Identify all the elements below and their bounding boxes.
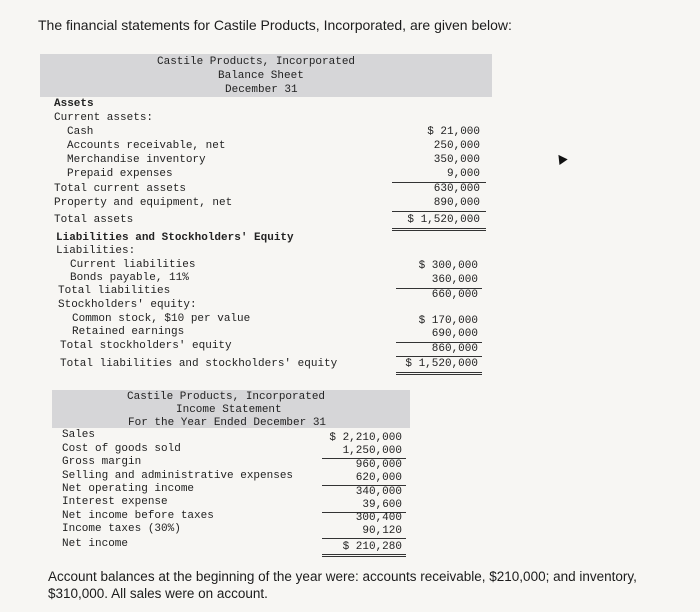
is-value-cogs: 1,250,000: [342, 445, 402, 457]
is-label-nibt: Net income before taxes: [62, 510, 214, 522]
bs-label-bonds: Bonds payable, 11%: [70, 272, 189, 284]
is-label-sga: Selling and administrative expenses: [62, 470, 294, 482]
bs-label-total-current: Total current assets: [54, 183, 187, 195]
is-title-period: For the Year Ended December 31: [128, 417, 327, 429]
is-label-cogs: Cost of goods sold: [62, 443, 181, 455]
is-value-noi: 340,000: [355, 486, 402, 498]
is-label-taxes: Income taxes (30%): [62, 523, 181, 535]
bs-value-ar: 250,000: [433, 140, 480, 152]
is-label-net-income: Net income: [62, 538, 129, 550]
is-value-gross-margin: 960,000: [355, 459, 402, 471]
footer-note: Account balances at the beginning of the year were: accounts receivable, $210,000; and inventory, $310,000. All sales were on account.: [48, 569, 637, 601]
is-label-gross-margin: Gross margin: [62, 456, 142, 468]
is-label-sales: Sales: [62, 429, 96, 441]
rule: [322, 538, 406, 539]
bs-value-prepaid: 9,000: [446, 168, 480, 180]
mouse-cursor-icon: [554, 152, 567, 165]
is-value-taxes: 90,120: [362, 525, 402, 537]
rule: [396, 356, 482, 357]
bs-title-statement: Balance Sheet: [218, 70, 304, 82]
is-title-company: Castile Products, Incorporated: [127, 391, 326, 403]
intro-text: The financial statements for Castile Products, Incorporated, are given below:: [38, 17, 512, 33]
bs-label-cash: Cash: [67, 126, 94, 138]
assets-heading: Assets: [54, 98, 94, 110]
is-value-nibt: 300,400: [355, 512, 402, 524]
is-value-net-income: $ 210,280: [342, 541, 402, 553]
is-title-statement: Income Statement: [176, 404, 282, 416]
bs-value-total-equity: 860,000: [431, 343, 478, 355]
bs-label-prepaid: Prepaid expenses: [67, 168, 173, 180]
bs-label-retained: Retained earnings: [72, 326, 185, 338]
double-rule: [392, 228, 486, 231]
is-value-sales: $ 2,210,000: [329, 432, 402, 444]
bs-value-retained: 690,000: [431, 328, 478, 340]
liabilities-heading: Liabilities:: [56, 245, 136, 257]
bs-value-total-current: 630,000: [433, 183, 480, 195]
bs-label-total-assets: Total assets: [54, 214, 134, 226]
bs-value-total-liab: 660,000: [431, 289, 478, 301]
is-value-sga: 620,000: [355, 472, 402, 484]
bs-value-common-stock: $ 170,000: [418, 315, 478, 327]
is-label-noi: Net operating income: [62, 483, 195, 495]
is-value-interest: 39,600: [362, 499, 402, 511]
bs-label-common-stock: Common stock, $10 per value: [72, 313, 251, 325]
bs-label-ar: Accounts receivable, net: [67, 140, 226, 152]
current-assets-heading: Current assets:: [54, 112, 154, 124]
bs-value-ppe: 890,000: [433, 197, 480, 209]
rule: [392, 211, 486, 212]
bs-value-current-liab: $ 300,000: [418, 260, 478, 272]
bs-label-current-liab: Current liabilities: [70, 259, 196, 271]
bs-value-total-assets: $ 1,520,000: [407, 214, 480, 226]
bs-label-total-liab: Total liabilities: [58, 285, 171, 297]
bs-value-inventory: 350,000: [433, 154, 480, 166]
bs-value-bonds: 360,000: [431, 274, 478, 286]
bs-label-total-equity: Total stockholders' equity: [60, 340, 232, 352]
double-rule: [322, 554, 406, 557]
bs-label-total-le: Total liabilities and stockholders' equity: [60, 358, 338, 370]
liabilities-equity-heading: Liabilities and Stockholders' Equity: [56, 232, 294, 244]
bs-label-ppe: Property and equipment, net: [54, 197, 233, 209]
is-label-interest: Interest expense: [62, 496, 168, 508]
bs-value-cash: $ 21,000: [427, 126, 480, 138]
bs-label-inventory: Merchandise inventory: [67, 154, 206, 166]
bs-title-company: Castile Products, Incorporated: [157, 56, 356, 68]
bs-title-date: December 31: [225, 84, 298, 96]
double-rule: [396, 372, 482, 375]
bs-value-total-le: $ 1,520,000: [405, 358, 478, 370]
equity-heading: Stockholders' equity:: [58, 299, 197, 311]
